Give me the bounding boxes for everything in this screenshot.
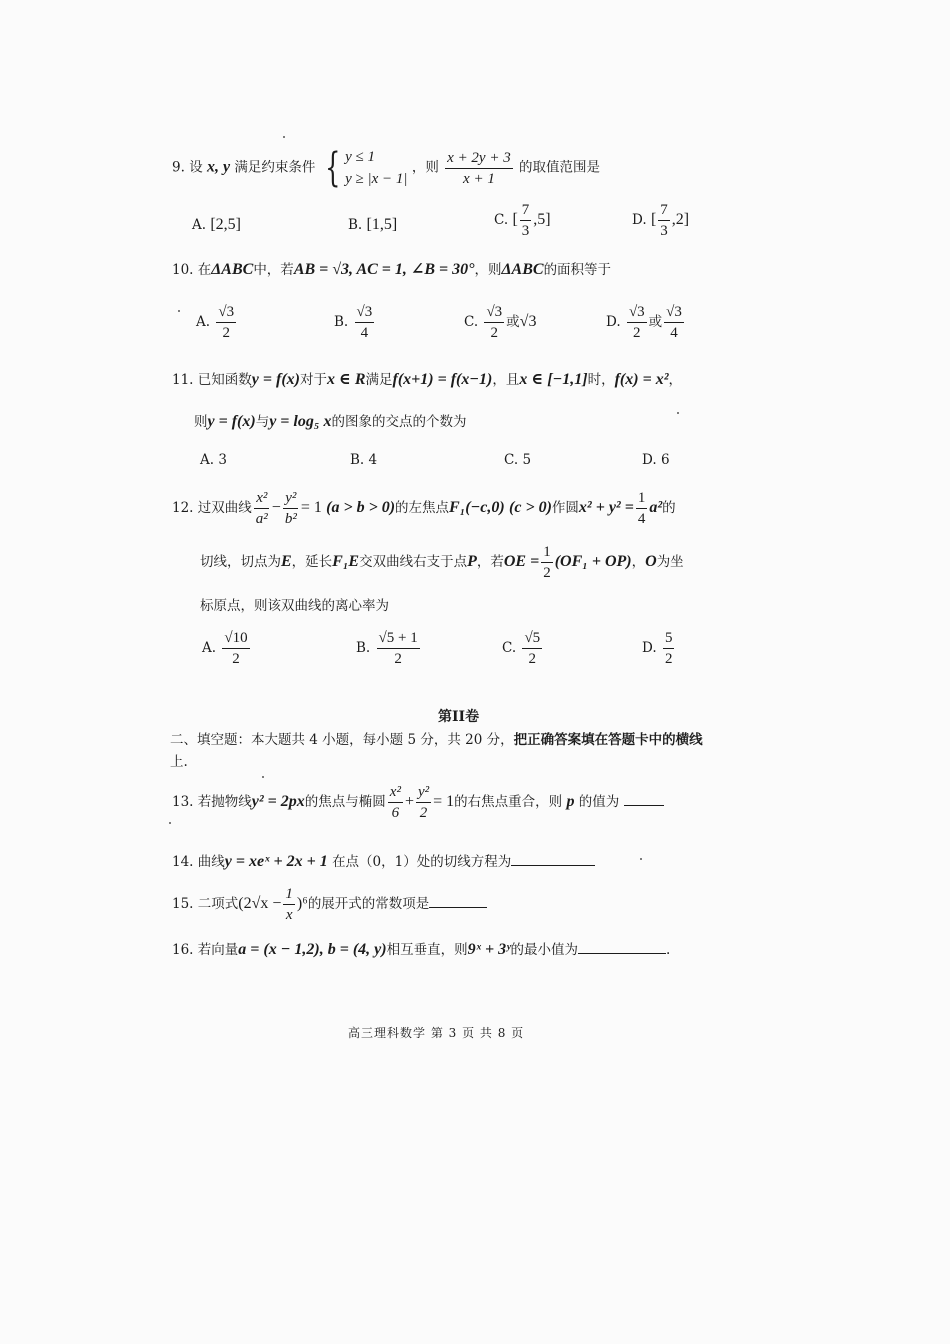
question-15: 15. 二项式(2√x − $\frac{1}{x}$ )⁶的展开式的常数项是 <box>172 884 487 925</box>
q9-denominator: x + 1 <box>463 170 495 187</box>
q9-option-a: A. [2,5] <box>192 216 241 233</box>
scan-speck <box>262 776 264 778</box>
q11-option-b: B. 4 <box>350 452 378 468</box>
q9-mid: 满足约束条件 <box>234 159 316 176</box>
q10-option-a: A. $\frac{√3}{2}$ <box>196 304 235 341</box>
q12-option-c: C. $\frac{√5}{2}$ <box>502 630 541 667</box>
q9-post: 的取值范围是 <box>519 159 601 176</box>
q9-option-b: B. [1,5] <box>348 216 398 233</box>
q9-sep: ，则 <box>411 159 439 176</box>
q15-answer-blank <box>429 893 487 908</box>
q10-conditions: AB = √3, AC = 1, ∠B = 30° <box>293 261 475 278</box>
part-2-instructions: 二、填空题：本大题共 4 小题，每小题 5 分，共 20 分，把正确答案填在答题卡中的横线 <box>170 732 703 748</box>
q9-pre: 设 <box>189 159 203 176</box>
scan-speck <box>169 822 171 824</box>
q12-option-b: B. $\frac{√5 + 1}{2}$ <box>356 630 418 667</box>
part-2-title: 第II卷 <box>438 709 480 725</box>
q10-option-d: D. $\frac{√3}{2}$ 或 $\frac{√3}{4}$ <box>606 304 682 341</box>
question-10: 10. 在ΔABC中，若AB = √3, AC = 1, ∠B = 30°，则ΔABC的面积等于 <box>172 261 612 278</box>
q9-constraint-1: y ≤ 1 <box>345 149 376 165</box>
question-11: 11. 已知函数y = f(x)对于x ∈ R满足f(x+1) = f(x−1)，且x ∈ [−1,1]时，f(x) = x²， <box>172 371 682 388</box>
q11-option-a: A. 3 <box>200 452 227 468</box>
q9-constraint-2: y ≥ |x − 1| <box>345 171 408 187</box>
q11-option-d: D. 6 <box>642 452 670 468</box>
q11-option-c: C. 5 <box>504 452 532 468</box>
q9-option-d: D. [ $\frac{7}{3}$ ,2] <box>632 202 690 239</box>
part-2-instructions-end: 上. <box>170 754 188 770</box>
q16-answer-blank <box>578 939 666 954</box>
brace-icon: { <box>324 145 341 191</box>
q9-numerator: x + 2y + 3 <box>445 148 513 169</box>
q10-option-b: B. $\frac{√3}{4}$ <box>334 304 373 341</box>
question-13: 13. 若抛物线y² = 2px的焦点与椭圆 $\frac{\text{x²}}{6}$ + $\frac{\text{y²}}{2}$ = 1的右焦点重合，则 p 的值为 <box>172 782 664 823</box>
q9-option-c: C. [ $\frac{7}{3}$ ,5] <box>494 202 551 239</box>
q14-answer-blank <box>511 851 595 866</box>
question-12-line-2: 切线，切点为E，延长F₁E交双曲线右支于点P，若OE = $\frac{1}{2}$ (OF₁ + OP)，O为坐 <box>200 544 684 581</box>
scan-speck <box>283 136 285 138</box>
page-footer: 高三理科数学 第 3 页 共 8 页 <box>348 1026 525 1040</box>
q10-triangle: ΔABC <box>211 261 254 278</box>
question-11-line-2: 则y = f(x)与y = log₅ x的图象的交点的个数为 <box>194 413 467 430</box>
q9-number: 9. <box>172 159 185 176</box>
question-9 <box>172 146 600 190</box>
q12-option-d: D. $\frac{5}{2}$ <box>642 630 673 667</box>
q9-fraction <box>445 148 513 189</box>
question-16: 16. 若向量a = (x − 1,2), b = (4, y)相互垂直，则9ˣ + 3ʸ的最小值为 . <box>172 941 671 958</box>
scan-speck <box>640 858 642 860</box>
q9-vars: x, y <box>206 158 231 176</box>
question-12: 12. 过双曲线 $\frac{\text{x²}}{\text{a²}}$ − $\frac{\text{y²}}{\text{b²}}$ = 1 (a > b > 0)的左焦点F₁(−c,0) (c > 0)作圆x² + y² = $\frac{1}{4}$ a²的 <box>172 490 676 527</box>
scan-speck <box>677 412 679 414</box>
q9-constraint-system <box>320 146 408 190</box>
q12-option-a: A. $\frac{√10}{2}$ <box>202 630 248 667</box>
question-12-line-3: 标原点，则该双曲线的离心率为 <box>200 598 389 614</box>
question-14: 14. 曲线y = xeˣ + 2x + 1 在点（0，1）处的切线方程为 <box>172 850 595 871</box>
q13-answer-blank <box>624 791 664 806</box>
q10-option-c: C. $\frac{√3}{2}$ 或√3 <box>464 304 537 341</box>
scan-speck <box>178 310 180 312</box>
